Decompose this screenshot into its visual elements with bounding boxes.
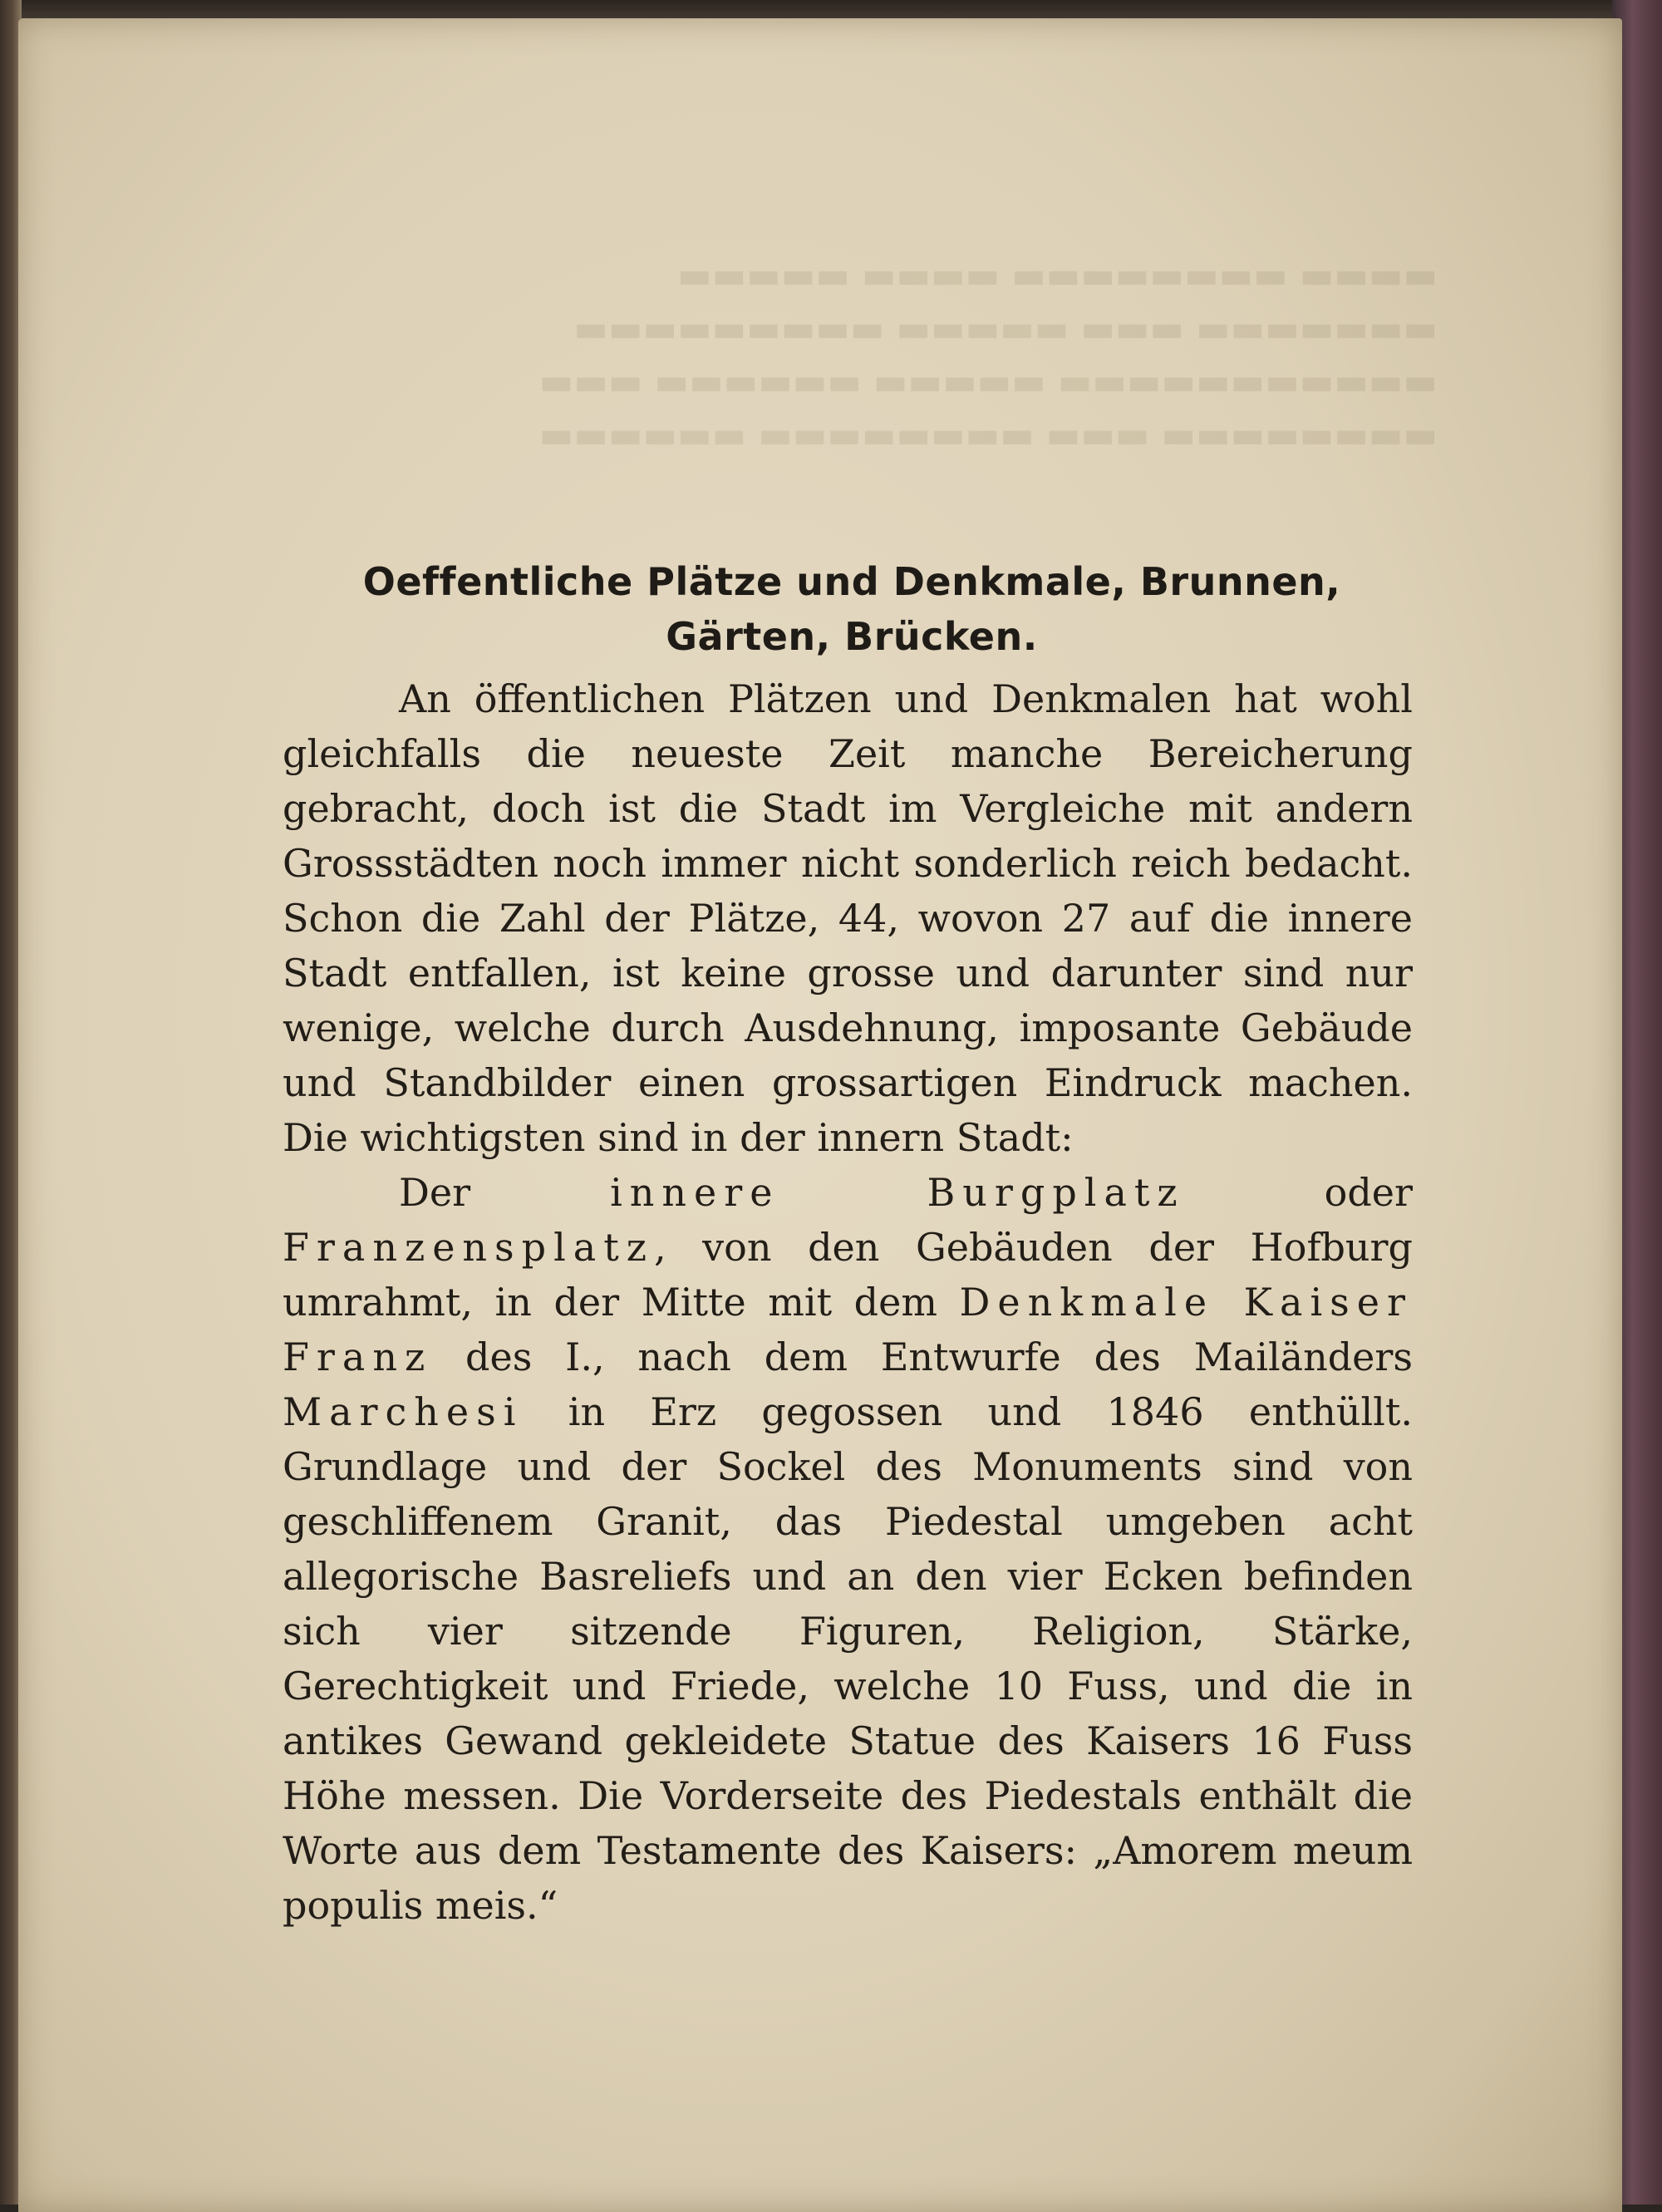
heading-line-2: Gärten, Brücken.: [666, 613, 1038, 659]
paragraph-2-text-4: des I., nach dem Entwurfe des Mailänders: [432, 1335, 1413, 1379]
spaced-term-burgplatz: innere Burgplatz: [610, 1170, 1185, 1215]
paragraph-2: [283, 1165, 1413, 1933]
paragraph-2-text-5: in Erz gegossen und 1846 enthüllt. Grundlage und der Sockel des Monuments sind von geschliffenem Granit, das Piedestal umgeben acht allegorische Basreliefs und an den vier Ecken befinden sich vier sitzende Figuren, Religion, Stärke, Gerechtigkeit und Friede, welche 10 Fuss, und die in antikes Gewand gekleidete Statue des Kaisers 16 Fuss Höhe messen. Die Vorderseite des Piedestals enthält die Worte aus dem Testamente des Kaisers: „Amorem meum populis meis.“: [283, 1389, 1413, 1928]
paragraph-2-text-1: Der: [399, 1170, 611, 1215]
spaced-term-marchesi: Marchesi: [283, 1389, 524, 1434]
heading-line-1: Oeffentliche Plätze und Denkmale, Brunnen,: [362, 558, 1341, 604]
body-text: [283, 671, 1413, 1933]
paragraph-2-text-3: , von den Gebäuden der Hofburg umrahmt, in der Mitte mit dem: [283, 1225, 1413, 1325]
paragraph-2-text-2: oder: [1184, 1170, 1413, 1215]
spaced-term-denkmal: Denkmale Kaiser Franz: [283, 1280, 1413, 1379]
paragraph-1: An öffentlichen Plätzen und Denkmalen hat wohl gleichfalls die neueste Zeit manche Bereicherung gebracht, doch ist die Stadt im Vergleiche mit andern Grossstädten noch immer nicht sonderlich reich bedacht. Schon die Zahl der Plätze, 44, wovon 27 auf die innere Stadt entfallen, ist keine grosse und darunter sind nur wenige, welche durch Ausdehnung, imposante Gebäude und Standbilder einen grossartigen Eindruck machen. Die wichtigsten sind in der innern Stadt:: [283, 676, 1413, 1160]
spaced-term-franzensplatz: Franzensplatz: [283, 1225, 654, 1270]
page-heading: [283, 554, 1421, 664]
